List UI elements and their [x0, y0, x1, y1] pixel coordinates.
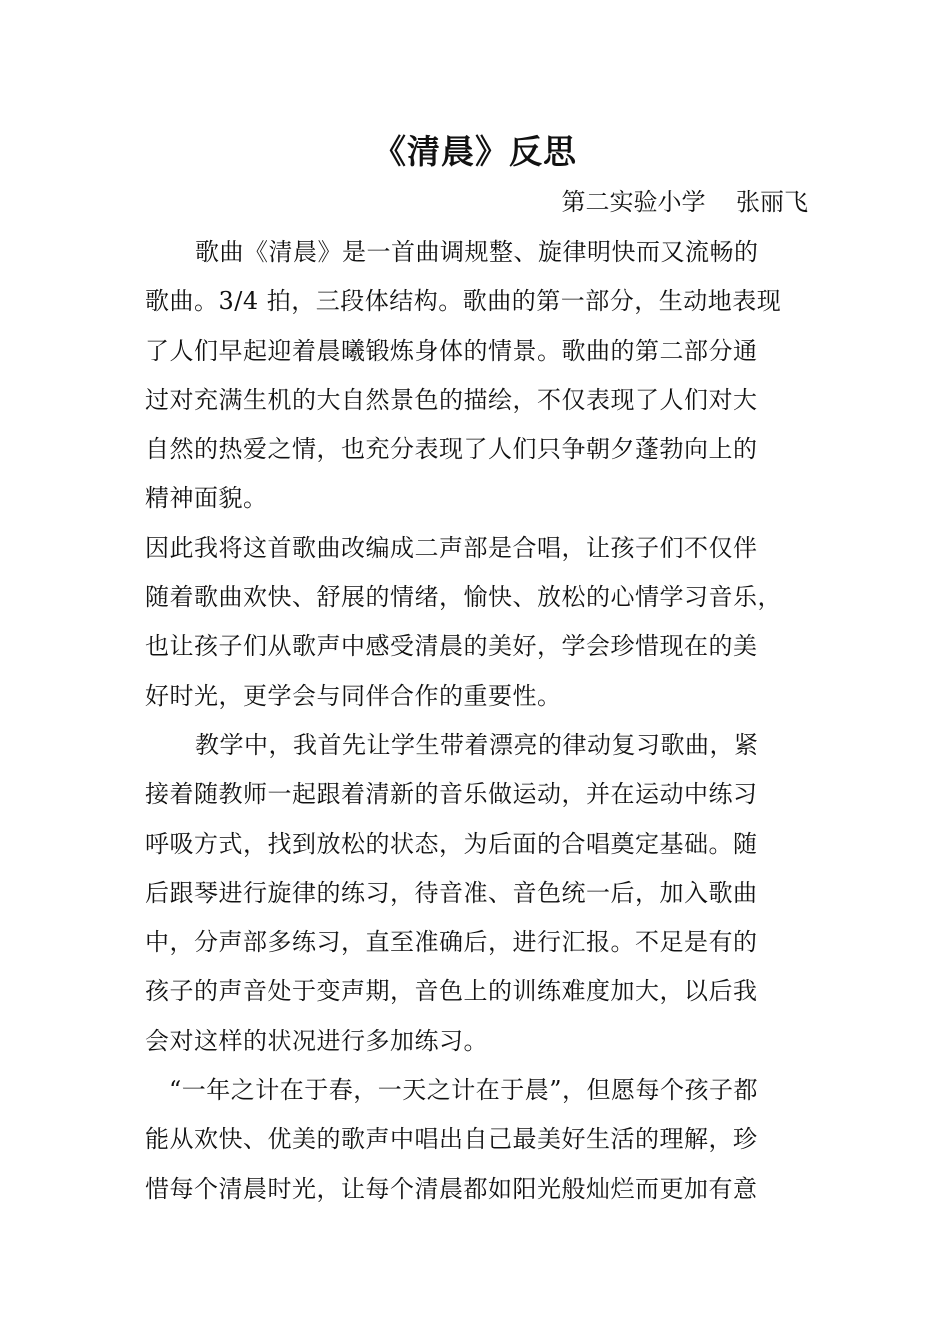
text-line: 中，分声部多练习，直至准确后，进行汇报。不足是有的 — [145, 928, 758, 957]
text-line: 能从欢快、优美的歌声中唱出自己最美好生活的理解，珍 — [145, 1125, 758, 1154]
text-line: 歌曲。3/4 拍，三段体结构。歌曲的第一部分，生动地表现 — [145, 287, 782, 316]
paragraph-3 — [145, 721, 805, 1066]
paragraph-4 — [145, 1066, 805, 1214]
text-line: 歌曲《清晨》是一首曲调规整、旋律明快而又流畅的 — [195, 238, 759, 266]
document-author: 第二实验小学 张丽飞 — [561, 188, 808, 216]
text-line: 会对这样的状况进行多加练习。 — [145, 1026, 488, 1055]
paragraph-2 — [145, 524, 805, 721]
text-line: 过对充满生机的大自然景色的描绘，不仅表现了人们对大 — [145, 385, 758, 414]
text-line: 好时光，更学会与同伴合作的重要性。 — [145, 681, 562, 710]
text-line: “一年之计在于春，一天之计在于晨”，但愿每个孩子都 — [169, 1076, 759, 1105]
text-line: 随着歌曲欢快、舒展的情绪，愉快、放松的心情学习音乐， — [145, 583, 782, 612]
text-line: 了人们早起迎着晨曦锻炼身体的情景。歌曲的第二部分通 — [145, 336, 758, 365]
document-body — [145, 228, 805, 1214]
text-line: 精神面貌。 — [145, 484, 268, 513]
text-line: 教学中，我首先让学生带着漂亮的律动复习歌曲，紧 — [195, 730, 759, 759]
text-line: 自然的热爱之情，也充分表现了人们只争朝夕蓬勃向上的 — [145, 435, 758, 464]
text-line: 呼吸方式，找到放松的状态，为后面的合唱奠定基础。随 — [145, 829, 758, 858]
text-line: 后跟琴进行旋律的练习，待音准、音色统一后，加入歌曲 — [145, 878, 758, 907]
text-line: 孩子的声音处于变声期，音色上的训练难度加大，以后我 — [145, 977, 758, 1006]
document-title: 《清晨》反思 — [373, 132, 577, 171]
text-line: 也让孩子们从歌声中感受清晨的美好，学会珍惜现在的美 — [145, 632, 758, 661]
paragraph-1 — [145, 228, 805, 524]
text-line: 因此我将这首歌曲改编成二声部是合唱，让孩子们不仅伴 — [145, 533, 758, 562]
text-line: 惜每个清晨时光，让每个清晨都如阳光般灿烂而更加有意 — [145, 1174, 758, 1203]
text-line: 接着随教师一起跟着清新的音乐做运动，并在运动中练习 — [145, 780, 758, 809]
